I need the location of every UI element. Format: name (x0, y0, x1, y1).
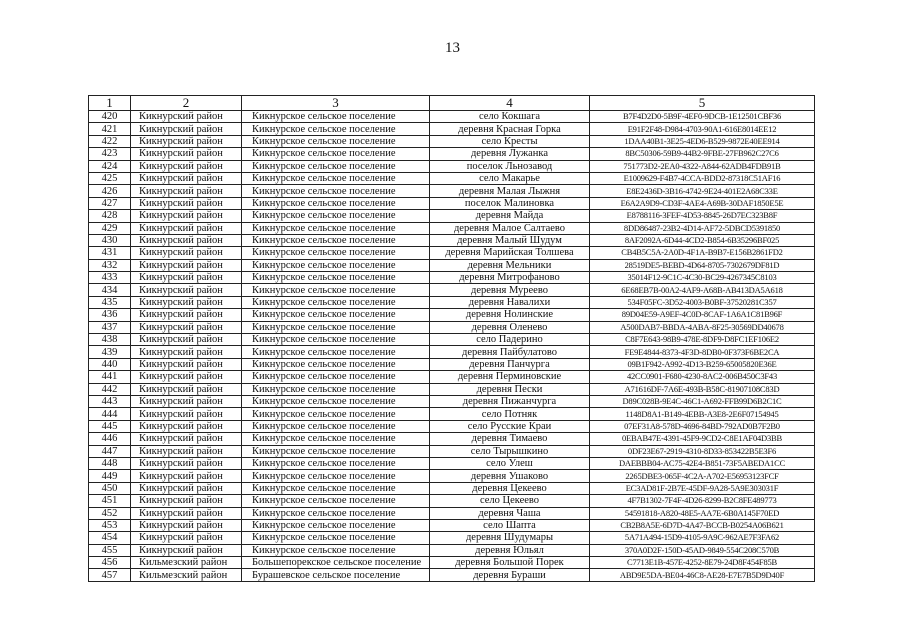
district-cell: Кикнурский район (131, 123, 242, 135)
table-row (89, 123, 815, 135)
table-row (89, 470, 815, 482)
district-cell: Кикнурский район (131, 160, 242, 172)
locality-cell: деревня Оленево (430, 321, 590, 333)
row-number-cell: 420 (89, 111, 131, 123)
fias-code-cell: 1148D8A1-B149-4EBB-A3E8-2E6F07154945 (590, 408, 815, 420)
table-row (89, 532, 815, 544)
header-col-3: 3 (242, 96, 430, 111)
table-row (89, 420, 815, 432)
row-number-cell: 425 (89, 172, 131, 184)
settlement-cell: Кикнурское сельское поселение (242, 309, 430, 321)
table-row (89, 507, 815, 519)
fias-code-cell: E8788116-3FEF-4D53-8845-26D7EC323B8F (590, 210, 815, 222)
settlement-cell: Кикнурское сельское поселение (242, 346, 430, 358)
settlement-cell: Кикнурское сельское поселение (242, 445, 430, 457)
locality-cell: деревня Перминовские (430, 371, 590, 383)
table-row (89, 445, 815, 457)
fias-code-cell: C7713E1B-457E-4252-8E79-24D8F454F85B (590, 557, 815, 569)
district-cell: Кикнурский район (131, 148, 242, 160)
fias-code-cell: 370A0D2F-150D-45AD-9849-554C208C570B (590, 544, 815, 556)
fias-code-cell: E6A2A9D9-CD3F-4AE4-A69B-30DAF1850E5E (590, 197, 815, 209)
locality-cell: деревня Малая Лыжня (430, 185, 590, 197)
locality-cell: деревня Нолинские (430, 309, 590, 321)
locality-cell: деревня Чаша (430, 507, 590, 519)
district-cell: Кикнурский район (131, 383, 242, 395)
settlement-cell: Кикнурское сельское поселение (242, 470, 430, 482)
fias-code-cell: 8BC50306-59B9-44B2-9FBE-27FB962C27C6 (590, 148, 815, 160)
fias-code-cell: 4F7B1302-7F4F-4D26-8299-B2C8FE489773 (590, 495, 815, 507)
settlements-table (88, 95, 815, 582)
table-row (89, 557, 815, 569)
settlement-cell: Кикнурское сельское поселение (242, 420, 430, 432)
row-number-cell: 433 (89, 272, 131, 284)
district-cell: Кикнурский район (131, 197, 242, 209)
district-cell: Кикнурский район (131, 321, 242, 333)
district-cell: Кикнурский район (131, 445, 242, 457)
table-row (89, 346, 815, 358)
row-number-cell: 422 (89, 135, 131, 147)
locality-cell: деревня Панчурга (430, 358, 590, 370)
fias-code-cell: CB2B8A5E-6D7D-4A47-BCCB-B0254A06B621 (590, 519, 815, 531)
table-row (89, 172, 815, 184)
district-cell: Кикнурский район (131, 358, 242, 370)
row-number-cell: 426 (89, 185, 131, 197)
settlement-cell: Кикнурское сельское поселение (242, 284, 430, 296)
table-row (89, 247, 815, 259)
settlement-cell: Кикнурское сельское поселение (242, 160, 430, 172)
table-row (89, 259, 815, 271)
district-cell: Кикнурский район (131, 544, 242, 556)
settlement-cell: Кикнурское сельское поселение (242, 358, 430, 370)
locality-cell: село Цекеево (430, 495, 590, 507)
row-number-cell: 446 (89, 433, 131, 445)
table-row (89, 358, 815, 370)
row-number-cell: 441 (89, 371, 131, 383)
table-row (89, 185, 815, 197)
settlement-cell: Кикнурское сельское поселение (242, 247, 430, 259)
table-row (89, 544, 815, 556)
locality-cell: деревня Пижанчурга (430, 395, 590, 407)
locality-cell: деревня Пайбулатово (430, 346, 590, 358)
locality-cell: село Потняк (430, 408, 590, 420)
table-row (89, 569, 815, 581)
row-number-cell: 449 (89, 470, 131, 482)
settlement-cell: Кикнурское сельское поселение (242, 272, 430, 284)
row-number-cell: 430 (89, 234, 131, 246)
settlement-cell: Кикнурское сельское поселение (242, 334, 430, 346)
row-number-cell: 440 (89, 358, 131, 370)
locality-cell: деревня Цекеево (430, 482, 590, 494)
locality-cell: деревня Муреево (430, 284, 590, 296)
table-row (89, 234, 815, 246)
locality-cell: деревня Навалихи (430, 296, 590, 308)
row-number-cell: 450 (89, 482, 131, 494)
row-number-cell: 437 (89, 321, 131, 333)
table-row (89, 383, 815, 395)
district-cell: Кикнурский район (131, 284, 242, 296)
locality-cell: деревня Шудумары (430, 532, 590, 544)
row-number-cell: 448 (89, 457, 131, 469)
settlement-cell: Кикнурское сельское поселение (242, 234, 430, 246)
district-cell: Кикнурский район (131, 210, 242, 222)
fias-code-cell: 35014F12-9C1C-4C30-BC29-4267345C8103 (590, 272, 815, 284)
header-col-1: 1 (89, 96, 131, 111)
settlement-cell: Кикнурское сельское поселение (242, 210, 430, 222)
district-cell: Кикнурский район (131, 420, 242, 432)
row-number-cell: 432 (89, 259, 131, 271)
table-row (89, 482, 815, 494)
district-cell: Кикнурский район (131, 408, 242, 420)
row-number-cell: 436 (89, 309, 131, 321)
row-number-cell: 439 (89, 346, 131, 358)
table-row (89, 408, 815, 420)
locality-cell: поселок Льнозавод (430, 160, 590, 172)
row-number-cell: 444 (89, 408, 131, 420)
fias-code-cell: 534F05FC-3D52-4003-B0BF-37520281C357 (590, 296, 815, 308)
district-cell: Кикнурский район (131, 371, 242, 383)
fias-code-cell: 89D04E59-A9EF-4C0D-8CAF-1A6A1C81B96F (590, 309, 815, 321)
table-row (89, 111, 815, 123)
locality-cell: деревня Юльял (430, 544, 590, 556)
locality-cell: село Макарье (430, 172, 590, 184)
table-row (89, 334, 815, 346)
locality-cell: деревня Красная Горка (430, 123, 590, 135)
row-number-cell: 442 (89, 383, 131, 395)
row-number-cell: 453 (89, 519, 131, 531)
row-number-cell: 457 (89, 569, 131, 581)
locality-cell: село Русские Краи (430, 420, 590, 432)
fias-code-cell: B7F4D2D0-5B9F-4EF0-9DCB-1E12501CBF36 (590, 111, 815, 123)
row-number-cell: 452 (89, 507, 131, 519)
settlement-cell: Бурашевское сельское поселение (242, 569, 430, 581)
settlement-cell: Большепорекское сельское поселение (242, 557, 430, 569)
fias-code-cell: E91F2F48-D984-4703-90A1-616E8014EE12 (590, 123, 815, 135)
row-number-cell: 445 (89, 420, 131, 432)
district-cell: Кикнурский район (131, 222, 242, 234)
table-row (89, 210, 815, 222)
district-cell: Кикнурский район (131, 395, 242, 407)
row-number-cell: 455 (89, 544, 131, 556)
district-cell: Кикнурский район (131, 234, 242, 246)
locality-cell: село Кокшага (430, 111, 590, 123)
settlement-cell: Кикнурское сельское поселение (242, 371, 430, 383)
settlement-cell: Кикнурское сельское поселение (242, 296, 430, 308)
settlement-cell: Кикнурское сельское поселение (242, 259, 430, 271)
page-number: 13 (445, 40, 460, 56)
district-cell: Кикнурский район (131, 346, 242, 358)
locality-cell: деревня Бураши (430, 569, 590, 581)
district-cell: Кикнурский район (131, 185, 242, 197)
table-row (89, 272, 815, 284)
district-cell: Кикнурский район (131, 495, 242, 507)
fias-code-cell: 07EF31A8-578D-4696-84BD-792AD0B7F2B0 (590, 420, 815, 432)
table-row (89, 519, 815, 531)
row-number-cell: 435 (89, 296, 131, 308)
settlement-cell: Кикнурское сельское поселение (242, 457, 430, 469)
table-row (89, 296, 815, 308)
settlement-cell: Кикнурское сельское поселение (242, 172, 430, 184)
settlement-cell: Кикнурское сельское поселение (242, 482, 430, 494)
fias-code-cell: 751773D2-2EA0-4322-A844-62ADB4FDB91B (590, 160, 815, 172)
district-cell: Кильмезский район (131, 569, 242, 581)
settlement-cell: Кикнурское сельское поселение (242, 197, 430, 209)
district-cell: Кикнурский район (131, 482, 242, 494)
district-cell: Кикнурский район (131, 272, 242, 284)
fias-code-cell: 8AF2092A-6D44-4CD2-B854-6B35296BF025 (590, 234, 815, 246)
fias-code-cell: 09B1F942-A992-4D13-B259-65005820E36E (590, 358, 815, 370)
row-number-cell: 431 (89, 247, 131, 259)
locality-cell: деревня Малое Салтаево (430, 222, 590, 234)
table-row (89, 197, 815, 209)
fias-code-cell: C8F7E643-98B9-478E-8DF9-D8FC1EF106E2 (590, 334, 815, 346)
table-row (89, 160, 815, 172)
header-col-2: 2 (131, 96, 242, 111)
fias-code-cell: 0EBAB47E-4391-45F9-9CD2-C8E1AF04D3BB (590, 433, 815, 445)
settlement-cell: Кикнурское сельское поселение (242, 519, 430, 531)
district-cell: Кикнурский район (131, 247, 242, 259)
row-number-cell: 447 (89, 445, 131, 457)
district-cell: Кикнурский район (131, 532, 242, 544)
fias-code-cell: 1DAA40B1-3E25-4ED6-B529-9872E40EE914 (590, 135, 815, 147)
settlement-cell: Кикнурское сельское поселение (242, 321, 430, 333)
fias-code-cell: FE9E4844-8373-4F3D-8DB0-0F373F6BE2CA (590, 346, 815, 358)
table-row (89, 148, 815, 160)
table-row (89, 495, 815, 507)
locality-cell: деревня Малый Шудум (430, 234, 590, 246)
district-cell: Кикнурский район (131, 433, 242, 445)
locality-cell: деревня Большой Порек (430, 557, 590, 569)
fias-code-cell: DAEBBB04-AC75-42E4-B851-73F5ABEDA1CC (590, 457, 815, 469)
fias-code-cell: 2265DBE3-065F-4C2A-A702-E56953123FCF (590, 470, 815, 482)
settlement-cell: Кикнурское сельское поселение (242, 395, 430, 407)
locality-cell: деревня Лужанка (430, 148, 590, 160)
fias-code-cell: 6E68EB7B-00A2-4AF9-A68B-AB413DA5A618 (590, 284, 815, 296)
fias-code-cell: 5A71A494-15D9-4105-9A9C-962AE7F3FA62 (590, 532, 815, 544)
district-cell: Кикнурский район (131, 457, 242, 469)
district-cell: Кикнурский район (131, 470, 242, 482)
fias-code-cell: A500DAB7-BBDA-4ABA-8F25-30569DD40678 (590, 321, 815, 333)
row-number-cell: 429 (89, 222, 131, 234)
district-cell: Кикнурский район (131, 259, 242, 271)
settlement-cell: Кикнурское сельское поселение (242, 532, 430, 544)
settlement-cell: Кикнурское сельское поселение (242, 408, 430, 420)
fias-code-cell: A71616DF-7A6E-493B-B58C-81907108C83D (590, 383, 815, 395)
locality-cell: село Кресты (430, 135, 590, 147)
fias-code-cell: E1009629-F4B7-4CCA-BDD2-87318C51AF16 (590, 172, 815, 184)
row-number-cell: 434 (89, 284, 131, 296)
table-row (89, 135, 815, 147)
fias-code-cell: 0DF23E67-2919-4310-8D33-853422B5E3F6 (590, 445, 815, 457)
district-cell: Кикнурский район (131, 111, 242, 123)
row-number-cell: 454 (89, 532, 131, 544)
table-body (89, 111, 815, 582)
settlement-cell: Кикнурское сельское поселение (242, 222, 430, 234)
settlement-cell: Кикнурское сельское поселение (242, 507, 430, 519)
district-cell: Кикнурский район (131, 172, 242, 184)
table-header-row (89, 96, 815, 111)
row-number-cell: 423 (89, 148, 131, 160)
district-cell: Кикнурский район (131, 296, 242, 308)
row-number-cell: 451 (89, 495, 131, 507)
district-cell: Кикнурский район (131, 135, 242, 147)
locality-cell: деревня Мельники (430, 259, 590, 271)
table-row (89, 371, 815, 383)
district-cell: Кикнурский район (131, 334, 242, 346)
locality-cell: село Улеш (430, 457, 590, 469)
locality-cell: село Падерино (430, 334, 590, 346)
fias-code-cell: E8E2436D-3B16-4742-9E24-401E2A68C33E (590, 185, 815, 197)
header-col-5: 5 (590, 96, 815, 111)
settlement-cell: Кикнурское сельское поселение (242, 383, 430, 395)
locality-cell: деревня Митрофаново (430, 272, 590, 284)
fias-code-cell: ABD9E5DA-BE04-46C8-AE28-E7E7B5D9D40F (590, 569, 815, 581)
table-row (89, 433, 815, 445)
locality-cell: поселок Малиновка (430, 197, 590, 209)
fias-code-cell: EC3AD81F-2B7E-45DF-9A28-5A9E303031F (590, 482, 815, 494)
row-number-cell: 438 (89, 334, 131, 346)
row-number-cell: 443 (89, 395, 131, 407)
locality-cell: деревня Тимаево (430, 433, 590, 445)
locality-cell: село Тырышкино (430, 445, 590, 457)
settlement-cell: Кикнурское сельское поселение (242, 495, 430, 507)
fias-code-cell: 42CC0901-F680-4230-8AC2-006B450C3F43 (590, 371, 815, 383)
fias-code-cell: CB4B5C5A-2A0D-4F1A-B9B7-E156B2861FD2 (590, 247, 815, 259)
table-row (89, 321, 815, 333)
locality-cell: деревня Марийская Толшева (430, 247, 590, 259)
settlement-cell: Кикнурское сельское поселение (242, 185, 430, 197)
settlement-cell: Кикнурское сельское поселение (242, 135, 430, 147)
row-number-cell: 421 (89, 123, 131, 135)
settlement-cell: Кикнурское сельское поселение (242, 148, 430, 160)
header-col-4: 4 (430, 96, 590, 111)
fias-code-cell: 54591818-A820-48E5-AA7E-6B0A145F70ED (590, 507, 815, 519)
locality-cell: село Шапта (430, 519, 590, 531)
district-cell: Кикнурский район (131, 309, 242, 321)
locality-cell: деревня Майда (430, 210, 590, 222)
fias-code-cell: 8DD86487-23B2-4D14-AF72-5DBCD5391850 (590, 222, 815, 234)
table-row (89, 457, 815, 469)
row-number-cell: 428 (89, 210, 131, 222)
fias-code-cell: 28519DE5-BEBD-4D64-8705-7302679DF81D (590, 259, 815, 271)
settlement-cell: Кикнурское сельское поселение (242, 433, 430, 445)
district-cell: Кикнурский район (131, 507, 242, 519)
locality-cell: деревня Ушаково (430, 470, 590, 482)
row-number-cell: 456 (89, 557, 131, 569)
settlement-cell: Кикнурское сельское поселение (242, 544, 430, 556)
table-row (89, 222, 815, 234)
row-number-cell: 427 (89, 197, 131, 209)
table-row (89, 284, 815, 296)
table-row (89, 395, 815, 407)
row-number-cell: 424 (89, 160, 131, 172)
table-row (89, 309, 815, 321)
settlement-cell: Кикнурское сельское поселение (242, 111, 430, 123)
fias-code-cell: D89C028B-9E4C-46C1-A692-FFB99D6B2C1C (590, 395, 815, 407)
settlement-cell: Кикнурское сельское поселение (242, 123, 430, 135)
locality-cell: деревня Пески (430, 383, 590, 395)
district-cell: Кикнурский район (131, 519, 242, 531)
district-cell: Кильмезский район (131, 557, 242, 569)
